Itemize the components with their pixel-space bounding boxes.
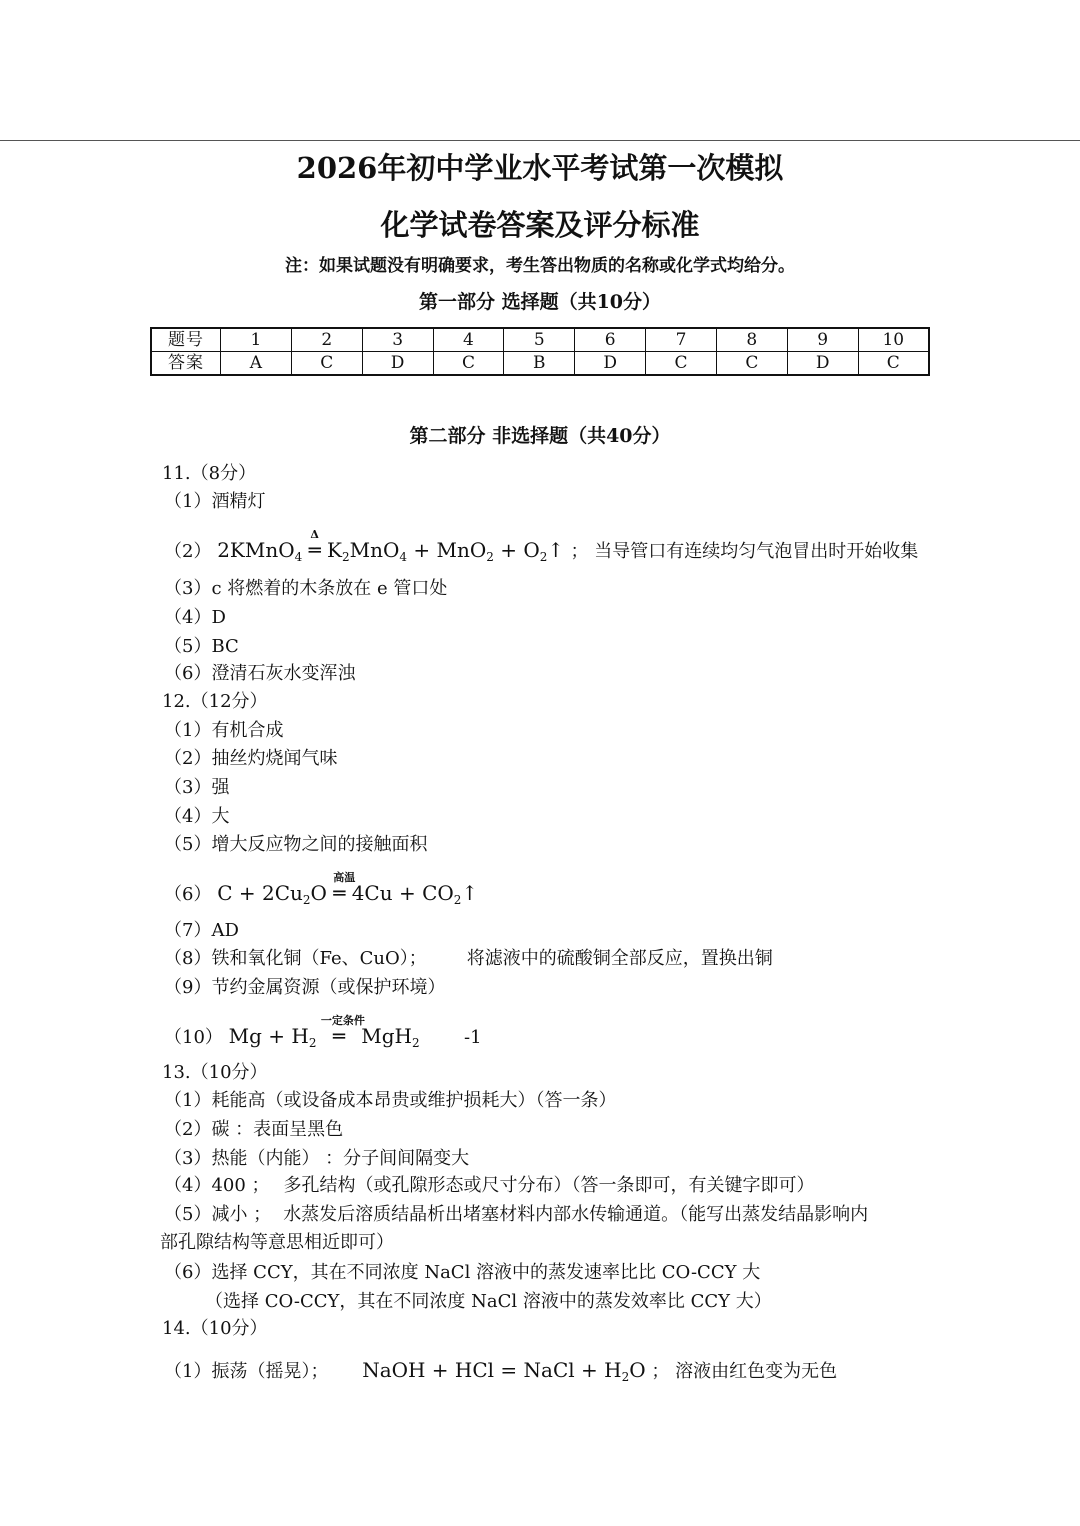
subscript: 2 [453,893,462,907]
answer-prefix: （2） [164,541,212,562]
equation-term: 4Cu + CO [351,881,454,905]
q13-answer-6: （6）选择 CCY，其在不同浓度 NaCl 溶液中的蒸发速率比比 CO-CCY 大 [164,1262,761,1283]
row-label-question: 题号 [151,328,221,352]
subscript: 2 [308,1036,317,1050]
chemical-equation [217,528,570,564]
q12-answer-8 [164,947,773,971]
answer-tail: ； 溶液由红色变为无色 [651,1361,838,1382]
q11-answer-3: （3）c 将燃着的木条放在 e 管口处 [164,578,448,599]
answer-tail: ； 当导管口有连续均匀气泡冒出时开始收集 [570,541,919,562]
answer-tail: 将滤液中的硫酸铜全部反应，置换出铜 [466,948,773,969]
q11-answer-4: （4）D [164,607,226,628]
condition-label: 高温 [333,871,356,884]
subscript: 4 [294,550,303,564]
chemical-equation [362,1358,645,1382]
subscript: 2 [302,893,311,907]
q12-answer-2: （2）抽丝灼烧闻气味 [164,748,338,769]
table-cell: C [433,352,504,376]
q13-answer-5-continued: 部孔隙结构等意思相近即可） [160,1232,394,1253]
table-cell: 3 [362,328,433,352]
subscript: 2 [411,1036,420,1050]
q11-answer-5: （5）BC [164,636,239,657]
gas-arrow: ↑ [461,881,479,905]
answer-prefix: （1）振荡（摇晃）； [164,1361,329,1382]
reaction-condition: 高温 ═ [333,881,345,905]
table-cell: 7 [646,328,717,352]
table-cell: B [504,352,575,376]
part1-heading: 第一部分 选择题（共10分） [418,291,662,313]
equation-term: C + 2Cu [217,881,303,905]
question-number-row [151,328,929,352]
condition-label: Δ [310,528,319,541]
q13-answer-5 [164,1203,868,1227]
subscript: 2 [539,550,548,564]
q12-answer-3: （3）强 [164,777,230,798]
answer-tail: 水蒸发后溶质结晶析出堵塞材料内部水传输通道。（能写出蒸发结晶影响内 [283,1204,869,1225]
equation-term: Mg + H [228,1024,309,1048]
gas-arrow: ↑ [547,538,565,562]
table-cell: D [575,352,646,376]
q14-answer-1 [164,1358,837,1389]
answer-prefix: （6） [164,884,212,905]
answer-row [151,352,929,376]
condition-label: 一定条件 [320,1014,365,1027]
top-rule [0,140,1080,141]
table-cell: C [716,352,787,376]
equation-term: NaOH + HCl = NaCl + H [362,1358,622,1382]
table-cell: A [221,352,292,376]
q11-answer-6: （6）澄清石灰水变浑浊 [164,663,356,684]
q12-answer-4: （4）大 [164,806,230,827]
chemical-equation [217,871,479,907]
q12-answer-5: （5）增大反应物之间的接触面积 [164,834,428,855]
part2-heading: 第二部分 非选择题（共40分） [409,425,671,447]
table-cell: C [291,352,362,376]
q11-answer-1: （1）酒精灯 [164,491,266,512]
q13-answer-2: （2）碳 ：表面呈黑色 [164,1119,344,1140]
table-cell: D [787,352,858,376]
q12-heading: 12.（12分） [162,691,268,712]
table-cell: C [646,352,717,376]
table-cell: 10 [858,328,929,352]
answer-table [150,327,930,376]
subscript: 2 [341,550,350,564]
equation-term: + O [493,538,540,562]
table-cell: D [362,352,433,376]
equation-term: K [327,538,342,562]
row-label-answer: 答案 [151,352,221,376]
equation-term: 2KMnO [217,538,295,562]
answer-tail: 多孔结构（或孔隙形态或尺寸分布）（答一条即可，有关键字即可） [283,1175,815,1196]
q12-answer-10 [164,1014,482,1055]
scoring-note: 注：如果试题没有明确要求，考生答出物质的名称或化学式均给分。 [285,256,795,276]
q11-answer-2 [164,528,919,569]
table-cell: C [858,352,929,376]
q12-answer-7: （7）AD [164,920,239,941]
q12-answer-6 [164,871,479,912]
equation-term: MgH [361,1024,412,1048]
answer-tail: -1 [463,1027,482,1048]
chemical-equation [228,1014,426,1050]
table-cell: 4 [433,328,504,352]
q11-heading: 11.（8分） [162,463,257,484]
answer-prefix: （5）减小 ； [164,1204,272,1225]
q14-heading: 14.（10分） [162,1318,268,1339]
table-cell: 9 [787,328,858,352]
q12-answer-1: （1）有机合成 [164,720,284,741]
subscript: 4 [399,550,408,564]
table-cell: 2 [291,328,362,352]
q13-heading: 13.（10分） [162,1062,268,1083]
subscript: 2 [486,550,494,564]
q13-answer-3: （3）热能（内能） ：分子间间隔变大 [164,1148,470,1169]
q12-answer-9: （9）节约金属资源（或保护环境） [164,977,446,998]
equation-term: O [629,1358,646,1382]
table-cell: 1 [221,328,292,352]
answer-prefix: （4）400 ； [164,1175,270,1196]
table-cell: 5 [504,328,575,352]
equation-term: MnO [349,538,400,562]
q13-answer-4 [164,1174,815,1198]
answer-prefix: （10） [164,1027,223,1048]
table-cell: 8 [716,328,787,352]
answer-prefix: （8）铁和氧化铜（Fe、CuO）； [164,948,427,969]
reaction-condition: 一定条件 ═ [333,1024,345,1048]
subscript: 2 [621,1370,630,1384]
q13-answer-1: （1）耗能高（或设备成本昂贵或维护损耗大）（答一条） [164,1090,617,1111]
equation-term: O [310,881,327,905]
page-subtitle: 化学试卷答案及评分标准 [380,208,700,242]
equation-term: + MnO [407,538,487,562]
reaction-condition: Δ ═ [309,538,321,562]
table-cell: 6 [575,328,646,352]
q13-answer-6-alternative: （选择 CO-CCY，其在不同浓度 NaCl 溶液中的蒸发效率比 CCY 大） [205,1291,772,1312]
page-title: 2026年初中学业水平考试第一次模拟 [296,151,784,185]
